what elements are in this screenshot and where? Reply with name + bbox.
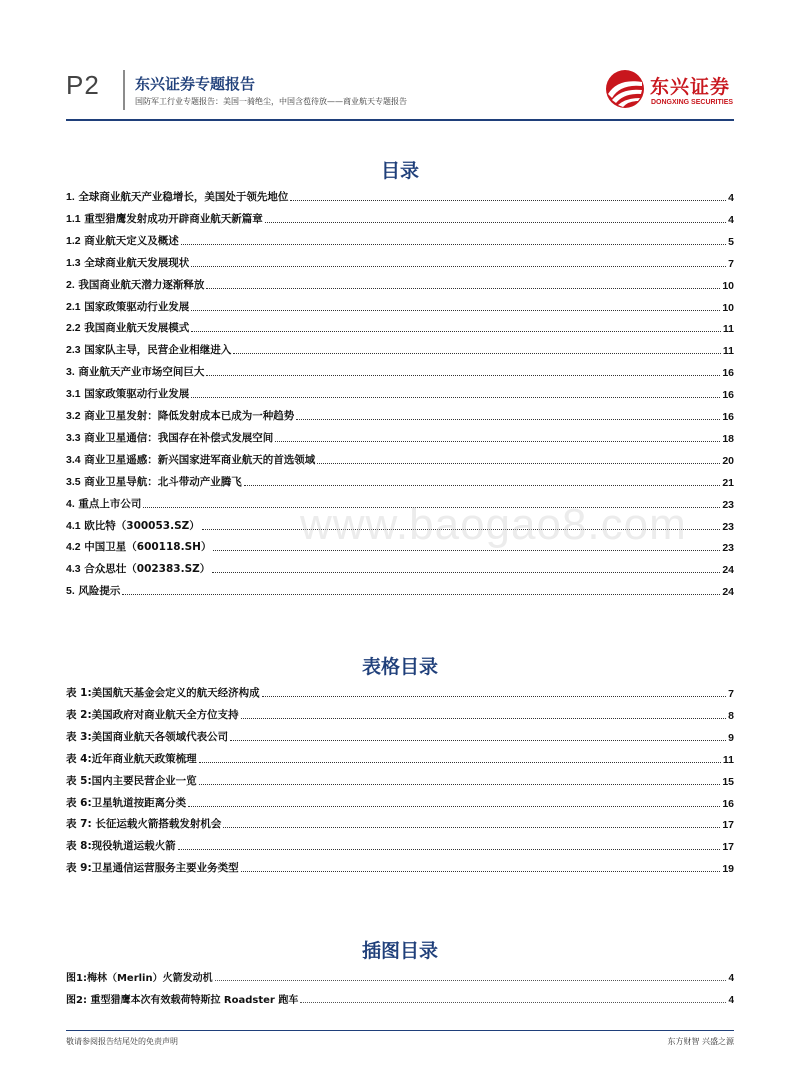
table-item-text: 表 8:现役轨道运载火箭 bbox=[66, 840, 176, 853]
toc-item-number: 3. bbox=[66, 366, 75, 379]
toc-item-page: 4 bbox=[728, 192, 734, 204]
toc-leader-dots bbox=[262, 696, 726, 697]
toc-item-page: 16 bbox=[722, 411, 734, 423]
toc-item-text: 商业卫星发射：降低发射成本已成为一种趋势 bbox=[80, 410, 295, 422]
figure-item-page: 4 bbox=[728, 973, 734, 984]
toc-item[interactable] bbox=[66, 405, 734, 423]
toc-leader-dots bbox=[244, 485, 721, 486]
toc-item-text: 商业航天产业市场空间巨大 bbox=[74, 366, 205, 379]
table-list-item[interactable] bbox=[66, 857, 734, 875]
figures-title: 插图目录 bbox=[361, 940, 438, 962]
toc-item-page: 5 bbox=[728, 235, 734, 248]
table-item-page: 8 bbox=[728, 709, 734, 722]
toc-item-page: 20 bbox=[722, 454, 734, 467]
toc-item-number: 2.1 bbox=[66, 300, 81, 313]
toc-leader-dots bbox=[181, 244, 726, 245]
toc-item-text: 国家政策驱动行业发展 bbox=[80, 300, 190, 313]
toc-item-number: 4. bbox=[66, 497, 75, 510]
table-list-item[interactable] bbox=[66, 748, 734, 766]
toc-item-label bbox=[66, 430, 275, 445]
toc-item-number: 3.5 bbox=[66, 475, 81, 488]
toc-item-label bbox=[66, 189, 290, 204]
toc-item[interactable] bbox=[66, 427, 734, 445]
figure-list-item[interactable] bbox=[66, 966, 734, 984]
toc-item-label bbox=[66, 518, 202, 533]
toc-leader-dots bbox=[317, 463, 720, 464]
toc-leader-dots bbox=[199, 784, 721, 785]
toc-item-number: 5. bbox=[66, 585, 75, 598]
toc-item-label bbox=[66, 474, 244, 489]
toc-item-number: 2. bbox=[66, 278, 75, 291]
toc-item[interactable] bbox=[66, 230, 734, 248]
figure-item-text: 图2: 重型猎鹰本次有效载荷特斯拉 Roadster 跑车 bbox=[66, 995, 299, 1006]
toc-item[interactable] bbox=[66, 186, 734, 204]
figure-item-page: 4 bbox=[728, 995, 734, 1006]
toc-item-number: 4.2 bbox=[66, 541, 81, 554]
toc-item[interactable] bbox=[66, 252, 734, 270]
toc-item-text: 商业航天定义及概述 bbox=[80, 234, 179, 247]
toc-item-text: 国家队主导，民营企业相继进入 bbox=[80, 344, 232, 357]
table-item-text: 表 9:卫星通信运营服务主要业务类型 bbox=[66, 862, 239, 875]
table-item-text: 表 1:美国航天基金会定义的航天经济构成 bbox=[66, 687, 260, 699]
toc-leader-dots bbox=[300, 1002, 726, 1003]
table-list-item[interactable] bbox=[66, 682, 734, 700]
figure-list-item[interactable] bbox=[66, 988, 734, 1006]
toc-item-label bbox=[66, 496, 143, 511]
toc-item-number: 3.1 bbox=[66, 388, 81, 401]
toc-item-page: 18 bbox=[722, 432, 734, 445]
toc-item-number: 4.1 bbox=[66, 519, 81, 532]
toc-item-label bbox=[66, 561, 212, 576]
toc-item-page: 16 bbox=[722, 367, 734, 380]
table-item-page: 9 bbox=[728, 731, 734, 744]
toc-item-number: 1.1 bbox=[66, 212, 81, 225]
table-item-text: 表 7: 长征运载火箭搭载发射机会 bbox=[66, 818, 222, 831]
toc-item-number: 2.3 bbox=[66, 344, 81, 357]
table-item-text: 表 4:近年商业航天政策梳理 bbox=[66, 752, 197, 765]
toc-item-text: 我国商业航天发展模式 bbox=[80, 322, 190, 335]
toc-leader-dots bbox=[215, 980, 727, 981]
toc-item-text: 重点上市公司 bbox=[74, 497, 142, 510]
toc-item-text: 商业卫星导航：北斗带动产业腾飞 bbox=[80, 475, 242, 488]
toc-item-number: 1. bbox=[66, 191, 75, 203]
toc-leader-dots bbox=[223, 827, 720, 828]
toc-item-label bbox=[66, 386, 191, 401]
toc-item-page: 23 bbox=[722, 520, 734, 533]
toc-item-text: 欧比特（300053.SZ） bbox=[80, 519, 200, 532]
toc-item[interactable] bbox=[66, 208, 734, 226]
toc-item-label bbox=[66, 255, 191, 270]
toc-title: 目录 bbox=[380, 160, 419, 182]
toc-leader-dots bbox=[199, 762, 721, 763]
toc-item-text: 全球商业航天发展现状 bbox=[80, 256, 190, 269]
toc-item-label bbox=[66, 233, 181, 248]
table-list-item[interactable] bbox=[66, 770, 734, 788]
toc-item-page: 21 bbox=[722, 476, 734, 489]
table-item-text: 表 5:国内主要民营企业一览 bbox=[66, 774, 197, 787]
toc-item[interactable] bbox=[66, 383, 734, 401]
table-item-page: 7 bbox=[728, 688, 734, 700]
toc-leader-dots bbox=[206, 288, 720, 289]
toc-item[interactable] bbox=[66, 274, 734, 292]
brand-title: 东兴证券专题报告 bbox=[135, 75, 256, 93]
toc-item-number: 4.3 bbox=[66, 563, 81, 576]
footer-slogan: 东方财智 兴盛之源 bbox=[667, 1037, 734, 1046]
toc-leader-dots bbox=[213, 550, 720, 551]
toc-leader-dots bbox=[290, 200, 726, 201]
tables-title: 表格目录 bbox=[361, 656, 438, 678]
toc-item-text: 中国卫星（600118.SH） bbox=[80, 541, 212, 554]
toc-item-text: 风险提示 bbox=[74, 585, 121, 598]
table-item-text: 表 2:美国政府对商业航天全方位支持 bbox=[66, 708, 239, 721]
toc-item-text: 全球商业航天产业稳增长，美国处于领先地位 bbox=[74, 191, 289, 203]
toc-item[interactable] bbox=[66, 471, 734, 489]
toc-leader-dots bbox=[275, 441, 720, 442]
toc-item-page: 23 bbox=[722, 542, 734, 555]
toc-item-number: 1.3 bbox=[66, 256, 81, 269]
toc-item-page: 7 bbox=[728, 257, 734, 270]
toc-leader-dots bbox=[212, 572, 720, 573]
toc-item-label bbox=[66, 583, 122, 598]
toc-leader-dots bbox=[191, 397, 720, 398]
toc-leader-dots bbox=[178, 849, 721, 850]
toc-item-number: 1.2 bbox=[66, 234, 81, 247]
footer-rule bbox=[66, 1030, 734, 1031]
toc-leader-dots bbox=[188, 806, 720, 807]
toc-item-label bbox=[66, 320, 191, 335]
toc-leader-dots bbox=[206, 375, 720, 376]
page-header bbox=[0, 0, 800, 125]
footer-disclaimer: 敬请参阅报告结尾处的免责声明 bbox=[66, 1037, 178, 1046]
toc-leader-dots bbox=[296, 419, 720, 420]
figure-item-text: 图1:梅林（Merlin）火箭发动机 bbox=[66, 973, 213, 984]
toc-item-text: 国家政策驱动行业发展 bbox=[80, 388, 190, 401]
toc-leader-dots bbox=[191, 266, 726, 267]
toc-item-label bbox=[66, 211, 265, 226]
toc-item-label bbox=[66, 539, 213, 554]
header-rule bbox=[66, 119, 734, 121]
toc-item-number: 3.2 bbox=[66, 410, 81, 422]
table-item-page: 16 bbox=[722, 797, 734, 810]
table-item-text: 表 3:美国商业航天各领域代表公司 bbox=[66, 730, 229, 743]
header-divider bbox=[123, 70, 125, 110]
toc-item-page: 11 bbox=[722, 323, 734, 336]
toc-leader-dots bbox=[122, 594, 720, 595]
table-item-page: 11 bbox=[722, 753, 734, 766]
toc-item-page: 24 bbox=[722, 564, 734, 577]
company-logo bbox=[604, 68, 734, 112]
table-list-item[interactable] bbox=[66, 835, 734, 853]
toc-item-page: 24 bbox=[722, 586, 734, 599]
table-list-item[interactable] bbox=[66, 726, 734, 744]
logo-text-cn: 东兴证券 bbox=[650, 76, 731, 98]
toc-item-text: 我国商业航天潜力逐渐释放 bbox=[74, 278, 205, 291]
toc-item-label bbox=[66, 277, 206, 292]
toc-leader-dots bbox=[191, 310, 720, 311]
logo-emblem-icon bbox=[604, 68, 646, 110]
table-item-page: 19 bbox=[722, 863, 734, 876]
toc-item[interactable] bbox=[66, 339, 734, 357]
toc-item-text: 合众思壮（002383.SZ） bbox=[80, 563, 211, 576]
toc-item-number: 3.4 bbox=[66, 453, 81, 466]
toc-item[interactable] bbox=[66, 449, 734, 467]
toc-leader-dots bbox=[230, 740, 726, 741]
table-item-text: 表 6:卫星轨道按距离分类 bbox=[66, 796, 187, 809]
toc-item-number: 3.3 bbox=[66, 431, 81, 444]
table-list-item[interactable] bbox=[66, 704, 734, 722]
toc-item-text: 商业卫星通信：我国存在补偿式发展空间 bbox=[80, 431, 274, 444]
toc-item-label bbox=[66, 299, 191, 314]
toc-item[interactable] bbox=[66, 558, 734, 576]
toc-item-page: 16 bbox=[722, 389, 734, 402]
toc-item[interactable] bbox=[66, 296, 734, 314]
page-number: P2 bbox=[66, 70, 100, 100]
toc-item-text: 商业卫星遥感：新兴国家进军商业航天的首选领域 bbox=[80, 453, 316, 466]
table-item-page: 17 bbox=[722, 841, 734, 854]
toc-item-page: 10 bbox=[722, 301, 734, 314]
toc-item-page: 4 bbox=[728, 213, 734, 226]
toc-item-page: 23 bbox=[722, 498, 734, 511]
toc-item-text: 重型猎鹰发射成功开辟商业航天新篇章 bbox=[80, 212, 263, 225]
toc-item-page: 10 bbox=[722, 279, 734, 292]
toc-item-label bbox=[66, 452, 317, 467]
logo-text-en: DONGXING SECURITIES bbox=[651, 99, 734, 106]
table-list-item[interactable] bbox=[66, 792, 734, 810]
toc-leader-dots bbox=[241, 871, 721, 872]
table-item-page: 17 bbox=[722, 819, 734, 832]
table-list-item[interactable] bbox=[66, 813, 734, 831]
toc-leader-dots bbox=[233, 353, 721, 354]
toc-item[interactable] bbox=[66, 317, 734, 335]
toc-item-page: 11 bbox=[722, 345, 734, 358]
toc-item-label bbox=[66, 364, 206, 379]
report-subtitle: 国防军工行业专题报告：美国一骑绝尘，中国含苞待放——商业航天专题报告 bbox=[135, 97, 407, 106]
watermark: www.baogao8.com bbox=[300, 500, 687, 549]
toc-item[interactable] bbox=[66, 580, 734, 598]
toc-item-label bbox=[66, 342, 233, 357]
toc-item-label bbox=[66, 408, 296, 423]
toc-leader-dots bbox=[241, 718, 726, 719]
toc-item-number: 2.2 bbox=[66, 322, 81, 335]
toc-leader-dots bbox=[191, 331, 721, 332]
toc-leader-dots bbox=[265, 222, 726, 223]
table-item-page: 15 bbox=[722, 775, 734, 788]
toc-item[interactable] bbox=[66, 361, 734, 379]
